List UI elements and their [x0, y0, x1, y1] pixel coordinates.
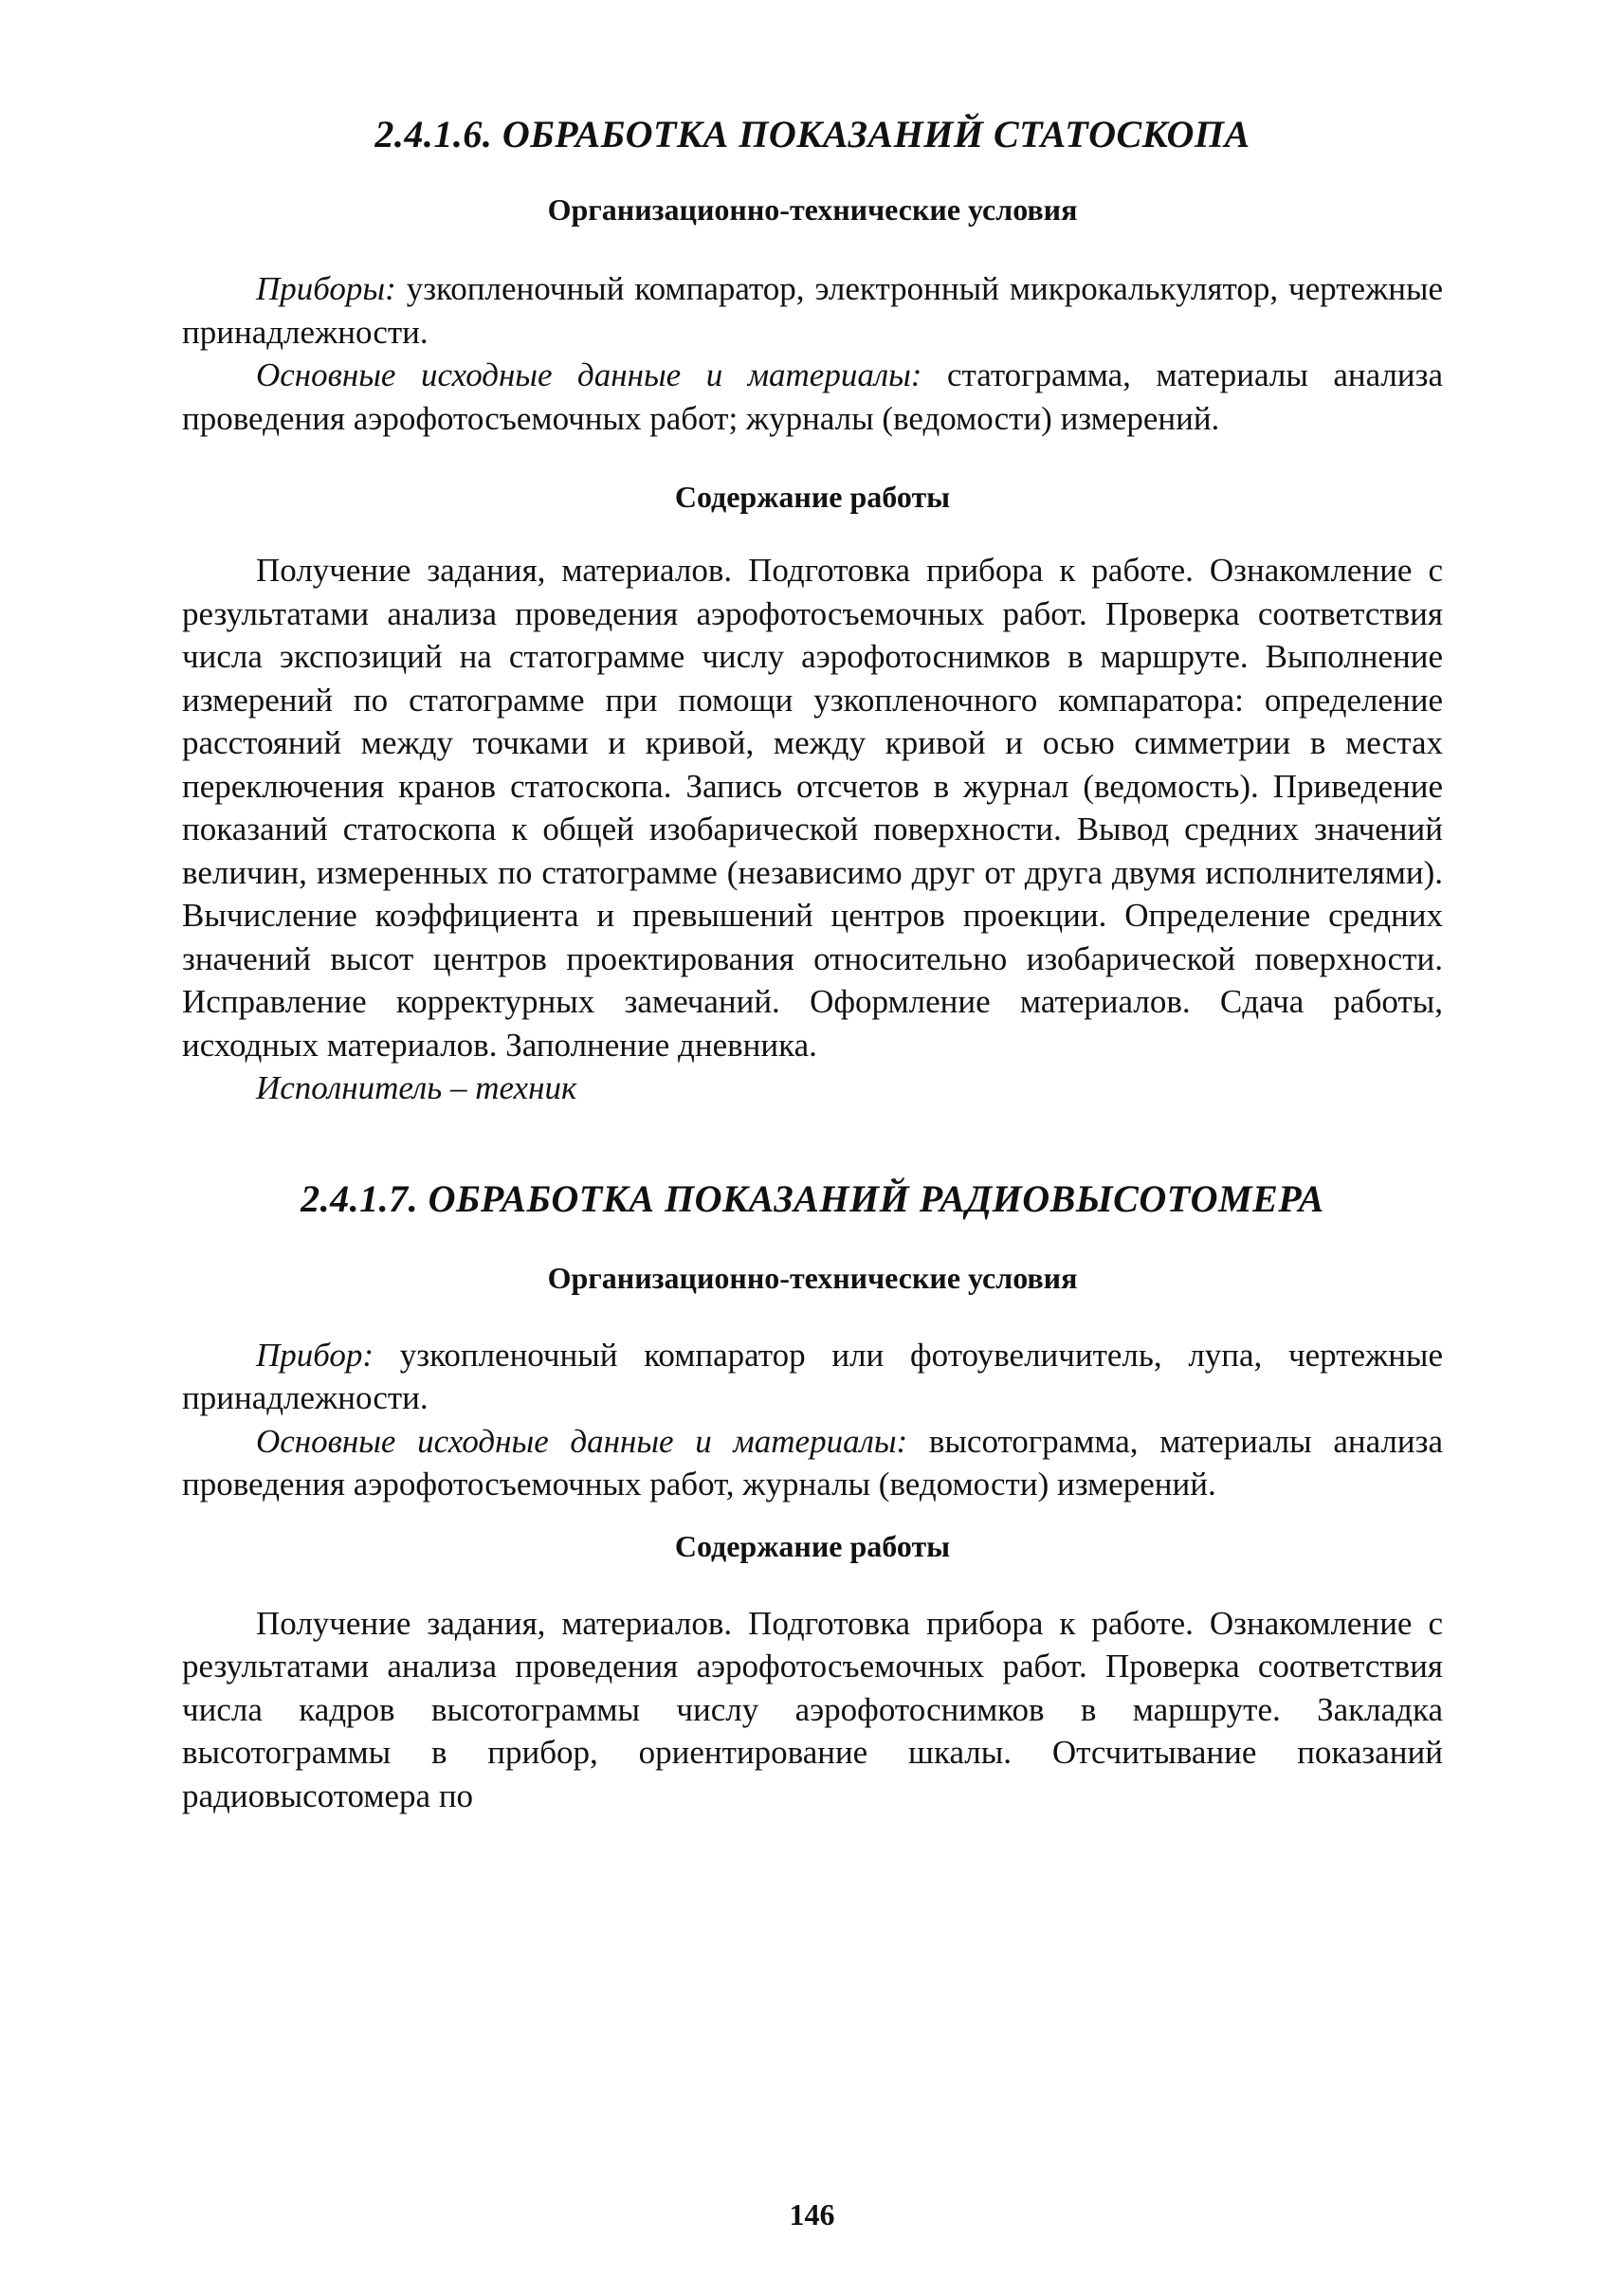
- content-paragraph: Получение задания, материалов. Подготовка прибора к работе. Ознакомление с результатами анализа проведения аэрофотосъемочных работ. Проверка соответствия числа экспозиций на статограмме числу аэрофотоснимков в маршруте. Выполнение измерений по статограмме при помощи узкопленочного компаратора: определение расстояний между точками и кривой, между кривой и осью симметрии в местах переключения кранов статоскопа. Запись отсчетов в журнал (ведомость). Приведение показаний статоскопа к общей изобарической поверхности. Вывод средних значений величин, измеренных по статограмме (независимо друг от друга двумя исполнителями). Вычисление коэффициента и превышений центров проекции. Определение средних значений высот центров проектирования относительно изобарической поверхности. Исправление корректурных замечаний. Оформление материалов. Сдача работы, исходных материалов. Заполнение дневника.: [182, 552, 1443, 1064]
- materials-text: статограмма, материалы анализа проведения аэрофотосъемочных работ; журналы (ведомости) измерений.: [182, 356, 1443, 437]
- instruments-label: Прибор:: [256, 1336, 374, 1374]
- document-page: [182, 112, 1443, 2254]
- instruments-paragraph: [182, 267, 1443, 354]
- materials-paragraph: [182, 354, 1443, 440]
- content-paragraph: Получение задания, материалов. Подготовка прибора к работе. Ознакомление с результатами анализа проведения аэрофотосъемочных работ. Проверка соответствия числа кадров высотограммы числу аэрофотоснимков в маршруте. Закладка высотограммы в прибор, ориентирование шкалы. Отсчитывание показаний радиовысотомера по: [182, 1604, 1443, 1814]
- materials-paragraph: [182, 1420, 1443, 1506]
- page-number: 146: [789, 2197, 835, 2231]
- instruments-paragraph: [182, 1334, 1443, 1420]
- conditions-heading: Организационно-технические условия: [547, 192, 1078, 227]
- instruments-label: Приборы:: [256, 270, 396, 307]
- section-title-radio-altimeter: 2.4.1.7. ОБРАБОТКА ПОКАЗАНИЙ РАДИОВЫСОТОМЕРА: [301, 1176, 1324, 1220]
- instruments-text: узкопленочный компаратор или фотоувеличитель, лупа, чертежные принадлежности.: [182, 1336, 1443, 1416]
- instruments-text: узкопленочный компаратор, электронный микрокалькулятор, чертежные принадлежности.: [182, 270, 1443, 351]
- content-heading: Содержание работы: [674, 480, 951, 514]
- performer-line: Исполнитель – техник: [256, 1069, 577, 1106]
- materials-label: Основные исходные данные и материалы:: [256, 356, 922, 393]
- materials-text: высотограмма, материалы анализа проведения аэрофотосъемочных работ, журналы (ведомости) измерений.: [182, 1422, 1443, 1503]
- content-heading: Содержание работы: [674, 1528, 951, 1563]
- materials-label: Основные исходные данные и материалы:: [256, 1422, 908, 1460]
- section-title-statoscope: 2.4.1.6. ОБРАБОТКА ПОКАЗАНИЙ СТАТОСКОПА: [374, 113, 1250, 155]
- conditions-heading: Организационно-технические условия: [547, 1260, 1078, 1295]
